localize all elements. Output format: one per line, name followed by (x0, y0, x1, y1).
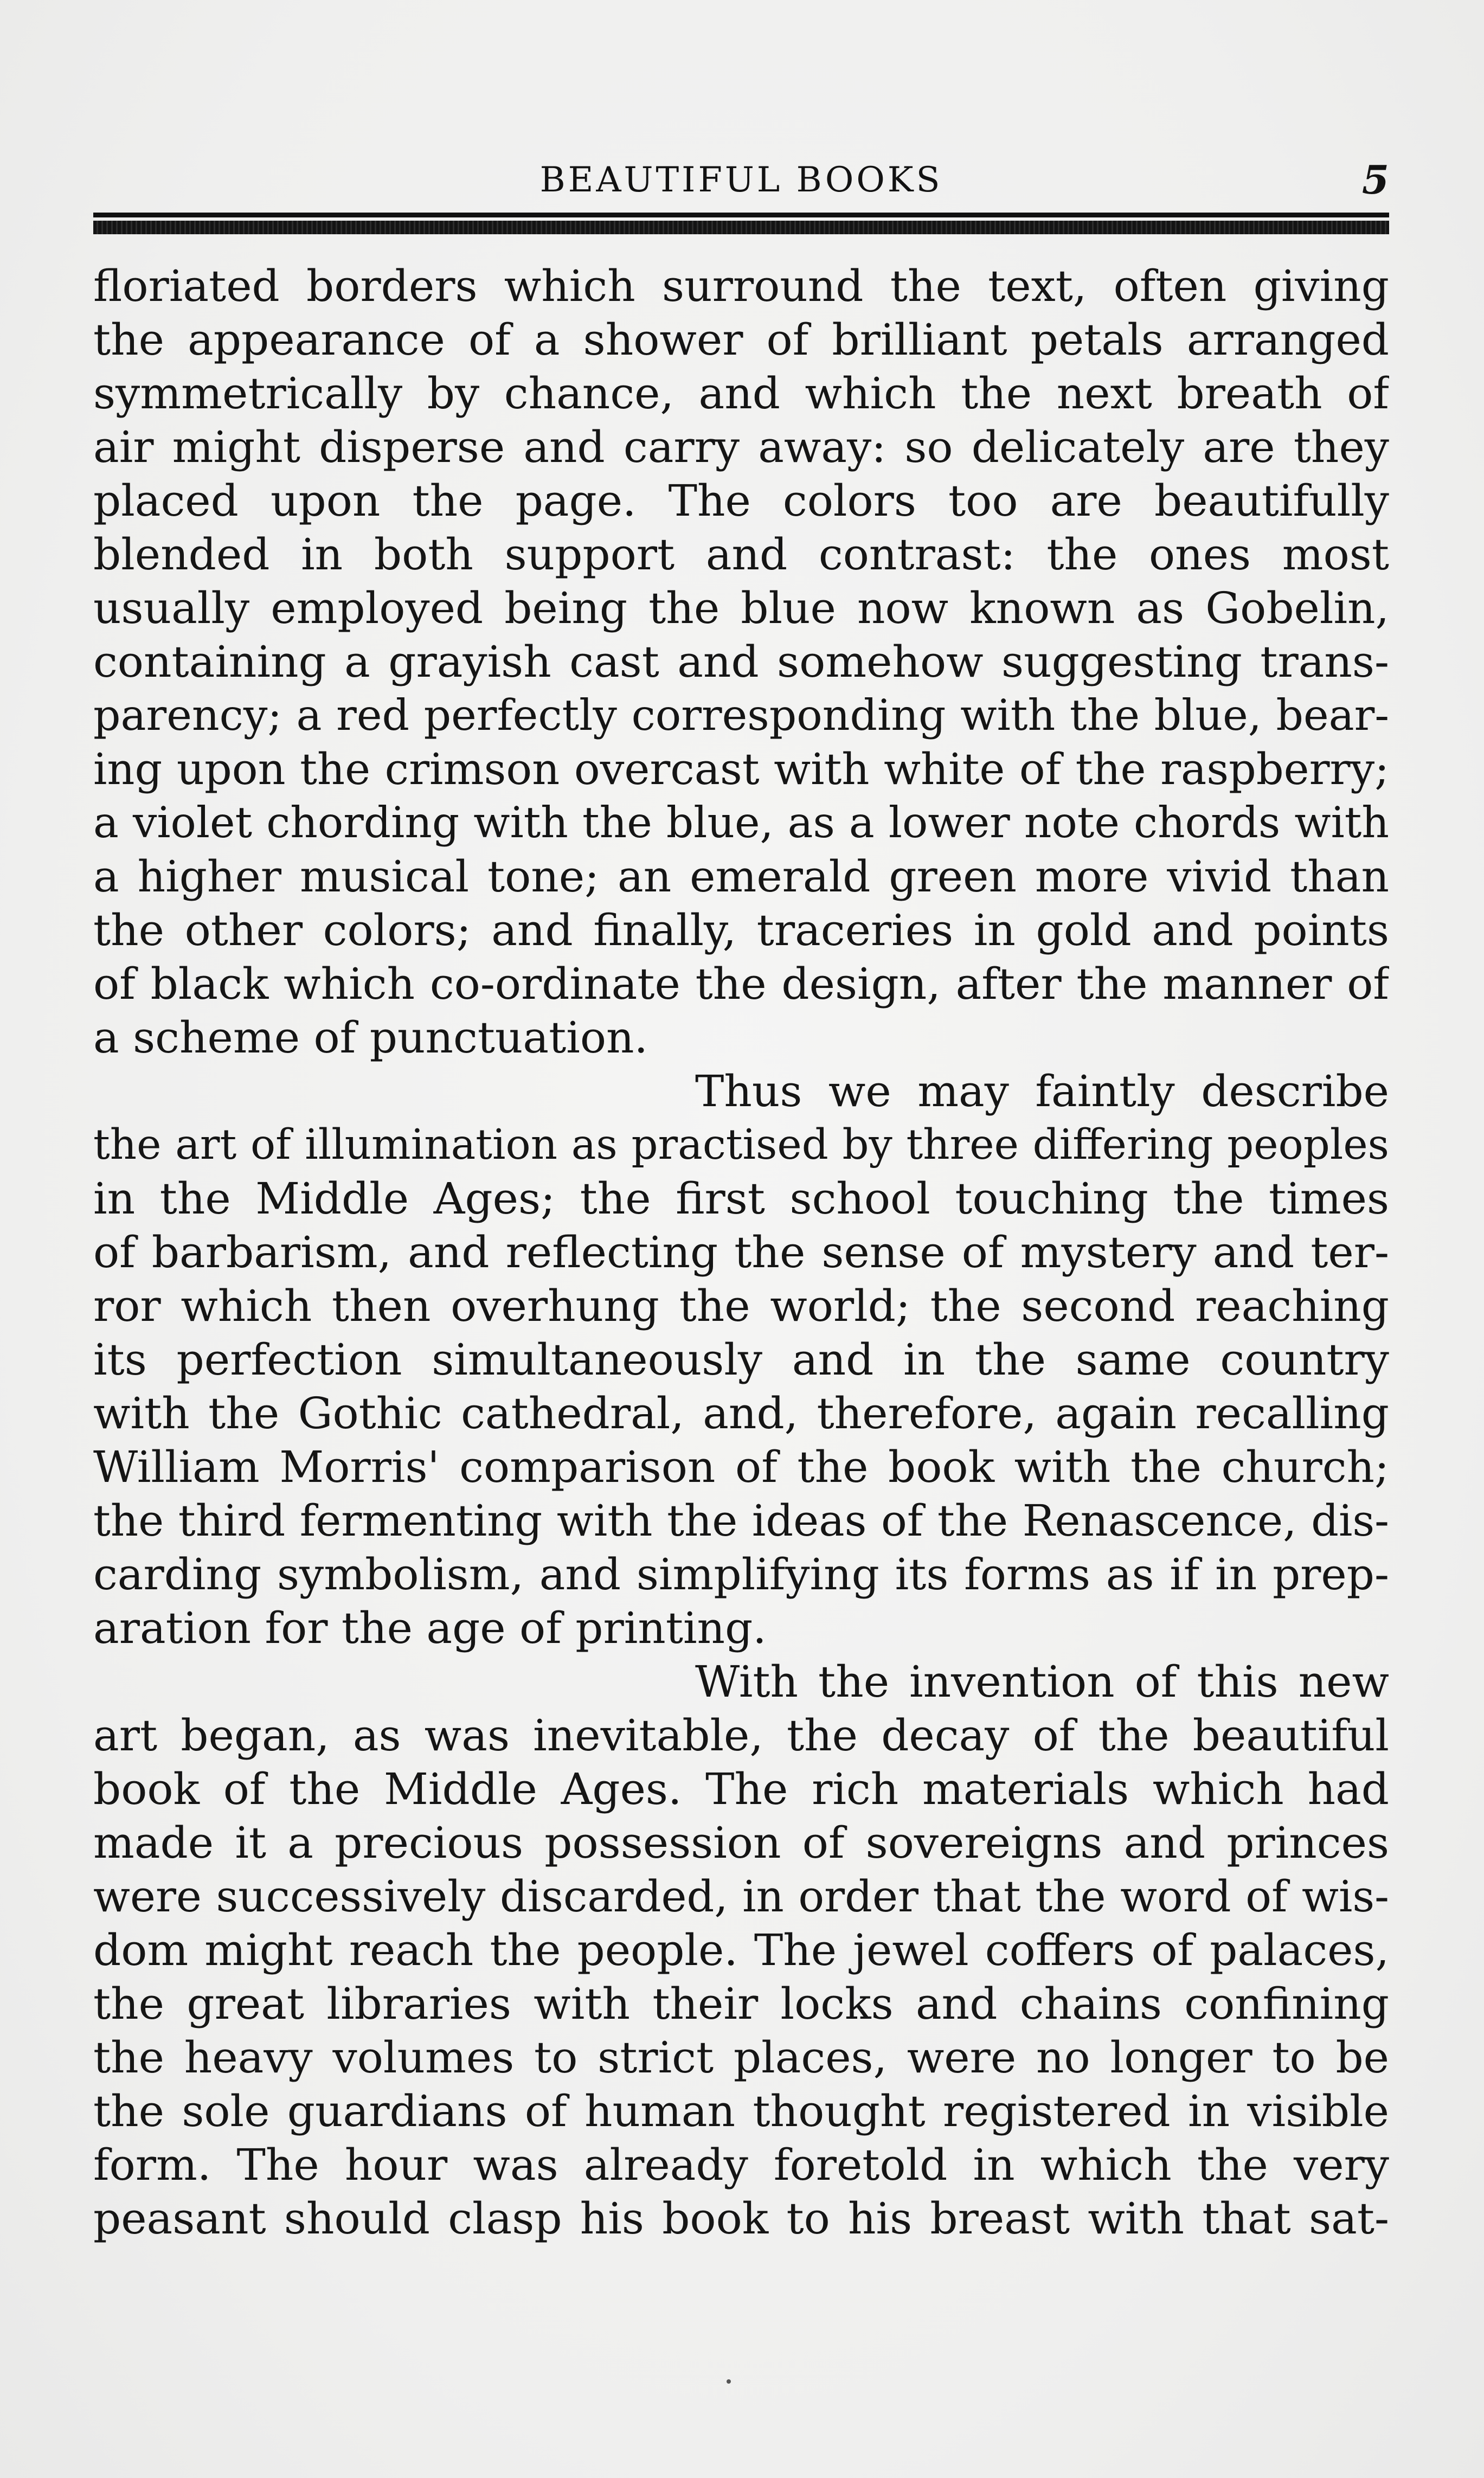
text-line: parency; a red perfectly corresponding with the blue, bear- (93, 690, 1389, 740)
body-text (93, 259, 1389, 2245)
header-rule (93, 213, 1389, 240)
header-rule-thin (93, 213, 1389, 217)
text-line: containing a grayish cast and somehow suggesting trans- (93, 637, 1389, 687)
text-line: of black which co-ordinate the design, after the manner of (93, 959, 1389, 1009)
text-line: the heavy volumes to strict places, were no longer to be (93, 2032, 1389, 2083)
text-line: symmetrically by chance, and which the next breath of (93, 368, 1389, 419)
text-line: placed upon the page. The colors too are beautifully (93, 476, 1389, 526)
paragraph-start-line: With the invention of this new (695, 1657, 1389, 1707)
text-line: its perfection simultaneously and in the same country (93, 1334, 1389, 1385)
text-line: in the Middle Ages; the first school touching the times (93, 1173, 1389, 1224)
text-line: usually employed being the blue now known as Gobelin, (93, 583, 1389, 633)
text-line: the appearance of a shower of brilliant petals arranged (93, 314, 1389, 365)
text-line: of barbarism, and reflecting the sense of mystery and ter- (93, 1227, 1389, 1277)
text-line: William Morris' comparison of the book with the church; (93, 1442, 1389, 1492)
text-line: ing upon the crimson overcast with white of the raspberry; (93, 744, 1389, 794)
text-line: form. The hour was already foretold in which the very (93, 2140, 1389, 2190)
text-line: the other colors; and finally, traceries in gold and points (93, 905, 1389, 955)
text-line: made it a precious possession of sovereigns and princes (93, 1818, 1389, 1868)
running-title: BEAUTIFUL BOOKS (539, 160, 943, 200)
text-line: dom might reach the people. The jewel coffers of palaces, (93, 1925, 1389, 1975)
text-line: the sole guardians of human thought registered in visible (93, 2086, 1389, 2136)
running-header (93, 153, 1389, 207)
text-line: a higher musical tone; an emerald green more vivid than (93, 851, 1389, 902)
text-line: air might disperse and carry away: so delicately are they (93, 422, 1389, 472)
text-line: blended in both support and contrast: the ones most (93, 529, 1389, 580)
text-line: the great libraries with their locks and chains confining (93, 1979, 1389, 2029)
text-line: with the Gothic cathedral, and, therefore, again recalling (93, 1388, 1389, 1439)
paper-speck (727, 2379, 731, 2384)
text-line: floriated borders which surround the text, often giving (93, 261, 1389, 311)
text-line: carding symbolism, and simplifying its forms as if in prep- (93, 1549, 1389, 1600)
page-number: 5 (1361, 157, 1389, 203)
text-line: book of the Middle Ages. The rich materials which had (93, 1764, 1389, 1814)
text-line: a violet chording with the blue, as a lower note chords with (93, 798, 1389, 848)
text-line: the art of illumination as practised by three differing peoples (93, 1121, 1389, 1169)
paragraph-end-line: aration for the age of printing. (93, 1603, 767, 1653)
paragraph-end-line: a scheme of punctuation. (93, 1012, 648, 1063)
text-line: were successively discarded, in order that the word of wis- (93, 1871, 1389, 1922)
paragraph-start-line: Thus we may faintly describe (695, 1066, 1389, 1116)
text-line: ror which then overhung the world; the second reaching (93, 1281, 1389, 1331)
text-line: art began, as was inevitable, the decay of the beautiful (93, 1710, 1389, 1761)
text-line: the third fermenting with the ideas of the Renascence, dis- (93, 1495, 1389, 1546)
header-rule-thick (93, 221, 1389, 234)
text-line: peasant should clasp his book to his breast with that sat- (93, 2193, 1389, 2244)
